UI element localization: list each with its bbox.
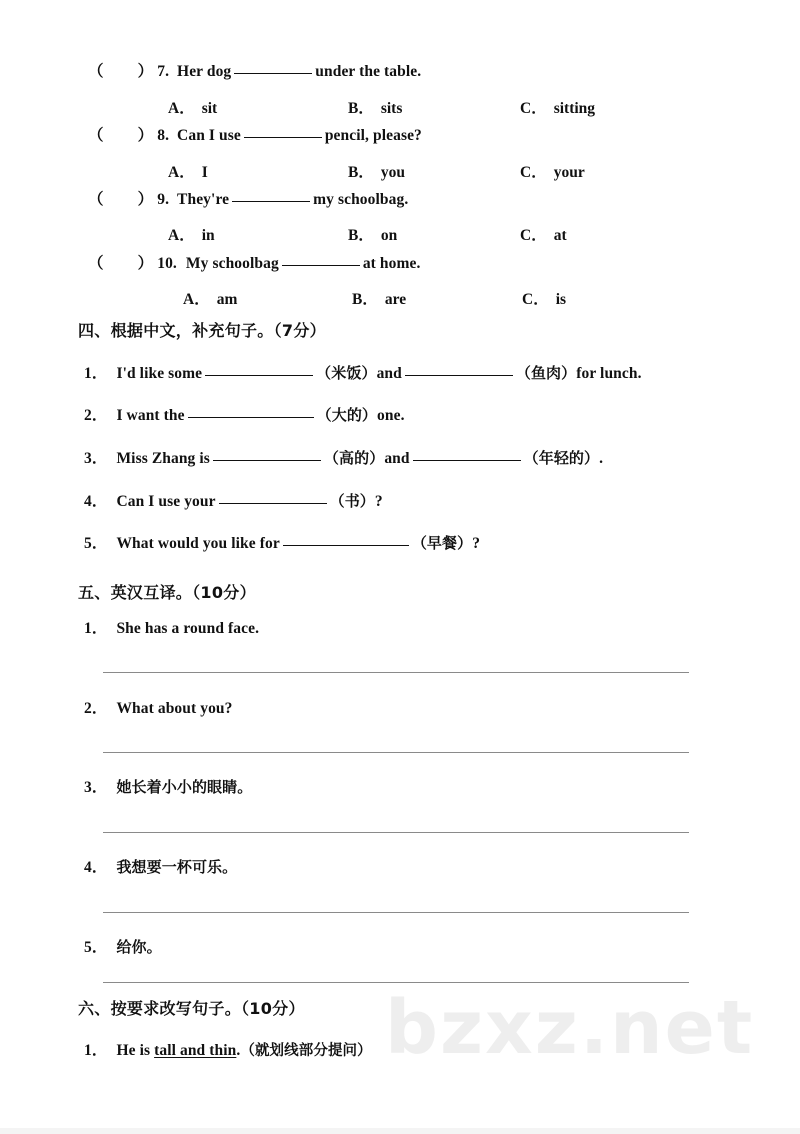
item-number: 5． [84, 535, 108, 552]
stem-text-before: Her dog [177, 63, 232, 80]
fill-blank[interactable] [219, 503, 327, 504]
stem-text-after: pencil, please? [324, 127, 422, 144]
item-hint-1: （米饭） [316, 364, 377, 382]
fill-blank[interactable] [405, 375, 513, 376]
section-five-item [84, 935, 162, 957]
stem-text-after: under the table. [315, 63, 422, 80]
item-hint-1: （大的） [316, 406, 378, 424]
option-c-label: C． [520, 227, 547, 244]
section-four-item [84, 403, 405, 425]
item-text-2: and [376, 365, 402, 382]
option-c-text: at [553, 227, 567, 244]
option-c-text: sitting [553, 100, 596, 117]
option-b[interactable] [348, 223, 397, 245]
option-c[interactable] [520, 223, 567, 245]
item-hint-2: （鱼肉） [515, 364, 577, 382]
option-b-label: B． [348, 100, 374, 117]
option-b-label: B． [352, 291, 378, 308]
answer-bracket[interactable]: （ ） [88, 255, 154, 272]
question-stem [88, 59, 421, 81]
answer-bracket[interactable]: （ ） [88, 63, 154, 80]
option-a-text: sit [201, 100, 218, 117]
option-b-label: B． [348, 227, 374, 244]
section-four-item [84, 489, 383, 511]
option-a-label: A． [183, 291, 210, 308]
answer-line[interactable] [103, 752, 689, 753]
section-four-item [84, 531, 480, 553]
section-five-item [84, 616, 259, 638]
fill-blank[interactable] [232, 201, 310, 202]
section-five-item [84, 775, 252, 797]
item-number: 1． [84, 1042, 108, 1059]
answer-line[interactable] [103, 672, 689, 673]
watermark: bzxz.net [385, 985, 755, 1071]
fill-blank[interactable] [283, 545, 409, 546]
option-b[interactable] [348, 96, 402, 118]
item-text-1: What would you like for [116, 535, 280, 552]
item-text-3: . [599, 450, 604, 467]
option-b-text: are [384, 291, 407, 308]
stem-text-before: Can I use [177, 127, 241, 144]
option-c[interactable] [520, 160, 585, 182]
item-text-prefix: He is [116, 1042, 155, 1059]
option-a-text: am [216, 291, 238, 308]
section-five-heading: 五、英汉互译。（10分） [78, 583, 256, 602]
answer-line[interactable] [103, 832, 689, 833]
stem-text-after: at home. [362, 255, 421, 272]
option-a-label: A． [168, 164, 195, 181]
section-five-item [84, 855, 237, 877]
option-a-label: A． [168, 227, 195, 244]
answer-bracket[interactable]: （ ） [88, 127, 154, 144]
item-text-suffix: . [236, 1042, 241, 1059]
question-number: 7. [157, 63, 170, 80]
item-hint-2: （年轻的） [523, 449, 600, 467]
item-text-1: I want the [116, 407, 185, 424]
item-number: 2． [84, 700, 108, 717]
section-six-item [84, 1038, 372, 1060]
section-four-heading: 四、根据中文，补充句子。（7分） [78, 321, 326, 340]
option-a[interactable] [168, 96, 217, 118]
item-text-2: and [384, 450, 410, 467]
question-number: 10. [157, 255, 177, 272]
item-number: 4． [84, 493, 108, 510]
stem-text-after: my schoolbag. [313, 191, 409, 208]
option-a[interactable] [168, 223, 215, 245]
option-a-text: in [201, 227, 215, 244]
item-text: 我想要一杯可乐。 [116, 858, 238, 876]
fill-blank[interactable] [413, 460, 521, 461]
item-text: 她长着小小的眼睛。 [116, 778, 253, 796]
item-text: What about you? [116, 700, 233, 717]
answer-bracket[interactable]: （ ） [88, 191, 154, 208]
option-b-text: on [380, 227, 398, 244]
item-number: 2． [84, 407, 108, 424]
item-text-3: for lunch. [576, 365, 642, 382]
section-five-item [84, 696, 233, 718]
item-text-1: I'd like some [116, 365, 203, 382]
option-a-text: I [201, 164, 208, 181]
option-b-text: sits [380, 100, 403, 117]
item-text-2: ? [374, 493, 383, 510]
option-a-label: A． [168, 100, 195, 117]
item-number: 1． [84, 620, 108, 637]
item-number: 5． [84, 939, 108, 956]
option-b-text: you [380, 164, 405, 181]
question-stem [88, 187, 408, 209]
option-b[interactable] [348, 160, 405, 182]
question-stem [88, 123, 422, 145]
option-c-text: is [555, 291, 567, 308]
fill-blank[interactable] [244, 137, 322, 138]
section-six-heading: 六、按要求改写句子。（10分） [78, 999, 305, 1018]
item-hint-1: （高的） [323, 449, 385, 467]
fill-blank[interactable] [205, 375, 313, 376]
option-c-label: C． [522, 291, 549, 308]
option-b[interactable] [352, 287, 406, 309]
item-hint-1: （早餐） [411, 534, 473, 552]
option-a[interactable] [183, 287, 237, 309]
option-c-label: C． [520, 100, 547, 117]
option-c-text: your [553, 164, 585, 181]
option-c[interactable] [522, 287, 566, 309]
item-text-1: Can I use your [116, 493, 216, 510]
option-c[interactable] [520, 96, 595, 118]
underlined-phrase: tall and thin [154, 1042, 237, 1059]
option-c-label: C． [520, 164, 547, 181]
option-b-label: B． [348, 164, 374, 181]
item-text: 给你。 [116, 938, 162, 956]
item-text: She has a round face. [116, 620, 260, 637]
item-text-2: ? [472, 535, 481, 552]
item-text-1: Miss Zhang is [116, 450, 210, 467]
item-number: 4． [84, 859, 108, 876]
question-number: 8. [157, 127, 170, 144]
answer-line[interactable] [103, 982, 689, 983]
item-instruction: （就划线部分提问） [240, 1043, 372, 1059]
question-stem [88, 251, 420, 273]
fill-blank[interactable] [282, 265, 360, 266]
answer-line[interactable] [103, 912, 689, 913]
item-number: 1． [84, 365, 108, 382]
item-number: 3． [84, 450, 108, 467]
fill-blank[interactable] [213, 460, 321, 461]
section-four-item [84, 361, 642, 383]
question-number: 9. [157, 191, 170, 208]
fill-blank[interactable] [188, 417, 314, 418]
fill-blank[interactable] [234, 73, 312, 74]
stem-text-before: My schoolbag [185, 255, 279, 272]
item-hint-1: （书） [329, 492, 375, 510]
item-number: 3． [84, 779, 108, 796]
section-four-item [84, 446, 603, 468]
option-a[interactable] [168, 160, 208, 182]
stem-text-before: They're [177, 191, 230, 208]
item-text-2: one. [377, 407, 405, 424]
